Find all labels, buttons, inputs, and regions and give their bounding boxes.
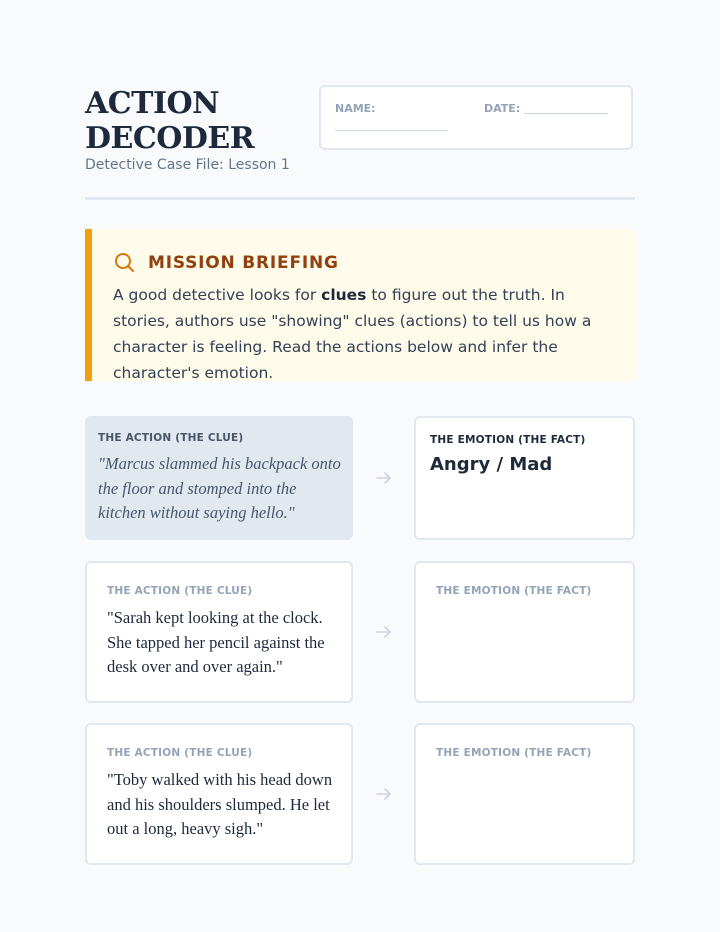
briefing-text: [113, 282, 618, 386]
action-text: "Sarah kept looking at the clock. She tapped her pencil against the desk over and over again.": [107, 608, 325, 676]
date-field[interactable]: [524, 113, 608, 114]
action-text: "Marcus slammed his backpack onto the floor and stomped into the kitchen without saying hello.": [98, 454, 341, 522]
arrow-right-icon: [375, 785, 393, 803]
arrow-right-icon: [375, 623, 393, 641]
briefing-text-start: A good detective looks for: [113, 286, 322, 304]
action-label: THE ACTION (THE CLUE): [98, 432, 244, 444]
briefing-title: MISSION BRIEFING: [148, 253, 339, 273]
emotion-label: THE EMOTION (THE FACT): [436, 747, 592, 759]
action-label: THE ACTION (THE CLUE): [107, 747, 253, 759]
name-date-box: [319, 85, 633, 150]
name-field[interactable]: [335, 130, 448, 131]
emotion-card-3[interactable]: [414, 723, 635, 865]
emotion-answer: Angry / Mad: [430, 454, 553, 475]
worksheet-subtitle: Detective Case File: Lesson 1: [85, 157, 290, 173]
briefing-text-end: to figure out the truth. In stories, authors use "showing" clues (actions) to tell us how a character is feeling. Read the actions below and infer the character's emotion.: [113, 286, 592, 382]
action-text: "Toby walked with his head down and his shoulders slumped. He let out a long, heavy sigh.": [107, 770, 333, 838]
search-icon: [114, 252, 136, 274]
emotion-card-2[interactable]: [414, 561, 635, 703]
action-card-example: [85, 416, 353, 540]
emotion-label: THE EMOTION (THE FACT): [436, 585, 592, 597]
worksheet-title: ACTION DECODER: [85, 86, 255, 156]
header-divider: [85, 197, 635, 200]
emotion-card-example: [414, 416, 635, 540]
briefing-text-bold: clues: [321, 286, 367, 304]
emotion-label: THE EMOTION (THE FACT): [430, 434, 586, 446]
arrow-right-icon: [375, 469, 393, 487]
action-label: THE ACTION (THE CLUE): [107, 585, 253, 597]
mission-briefing: [85, 229, 635, 381]
action-card-3: [85, 723, 353, 865]
name-label: NAME:: [335, 102, 376, 115]
action-card-2: [85, 561, 353, 703]
date-label: DATE:: [484, 102, 521, 115]
